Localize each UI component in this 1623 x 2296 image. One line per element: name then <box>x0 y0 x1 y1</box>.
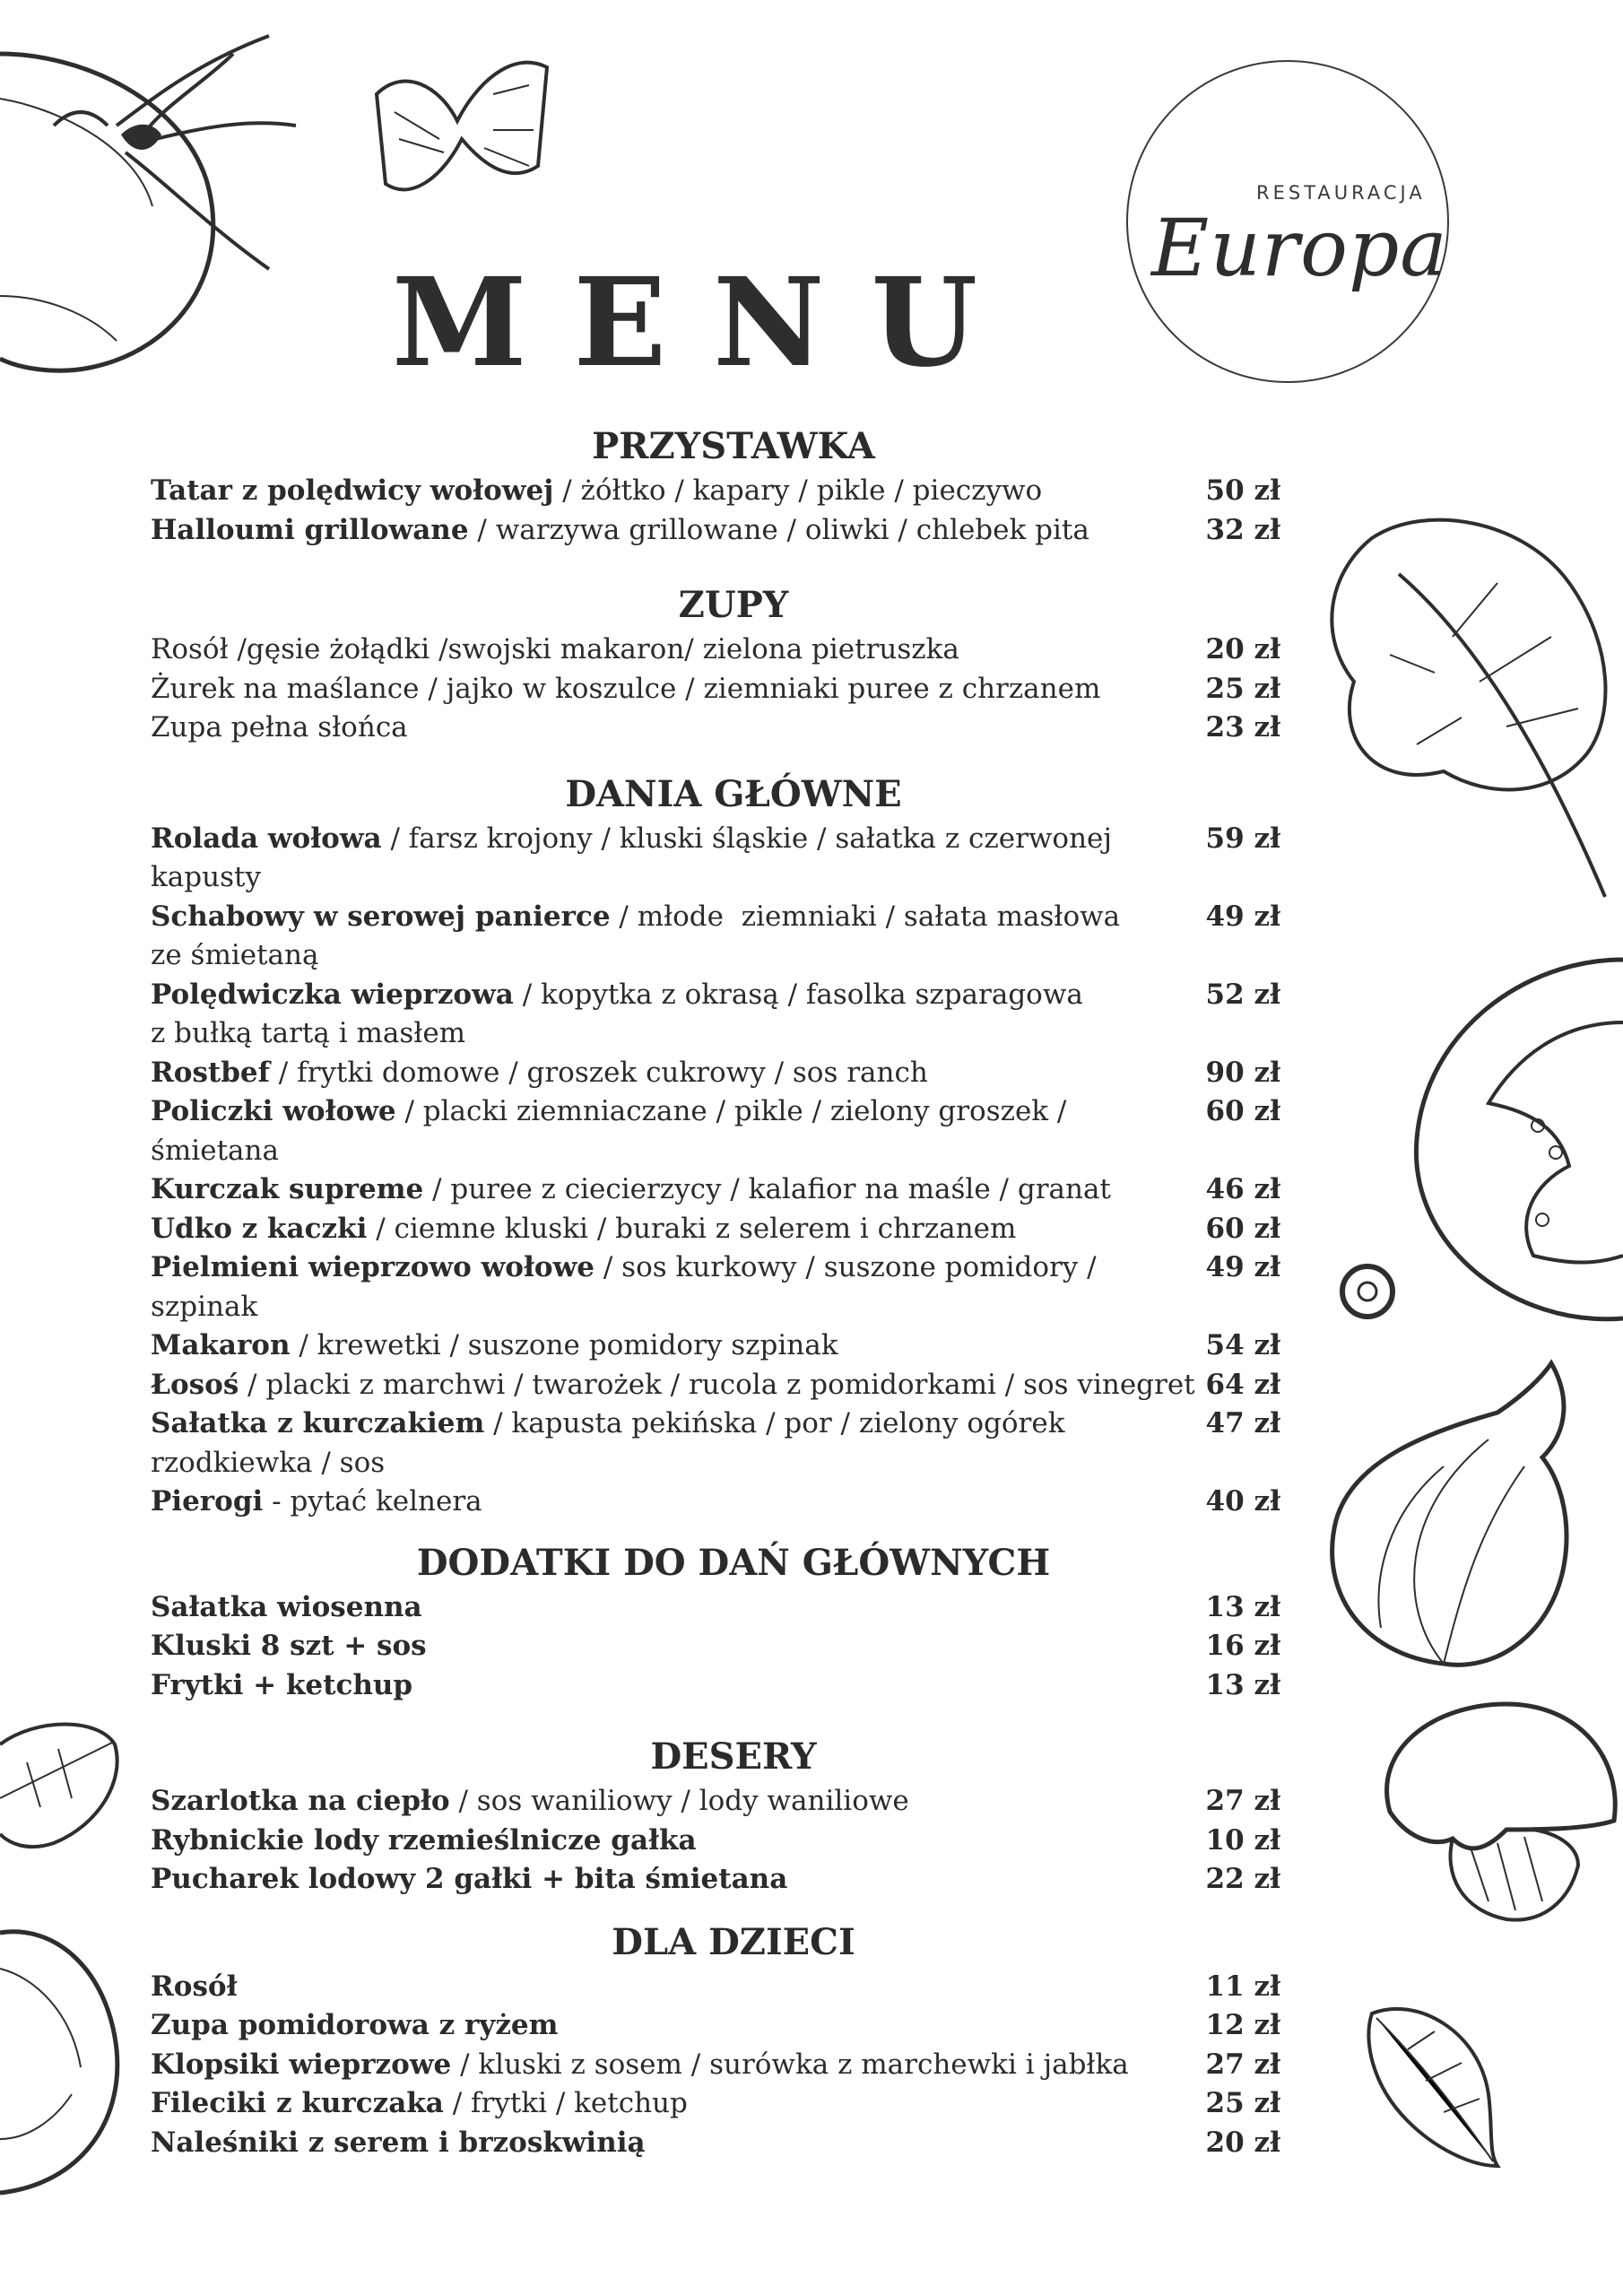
menu-item-name: Sałatka z kurczakiem <box>151 1407 485 1439</box>
menu-item-name: Pucharek lodowy 2 gałki + bita śmietana <box>151 1863 788 1895</box>
menu-item-details: - pytać kelnera <box>263 1485 482 1518</box>
menu-section <box>151 1538 1280 1706</box>
menu-item-description <box>151 631 1195 670</box>
menu-item-price: 49 zł <box>1205 1251 1280 1283</box>
vegetable-left-illustration <box>0 1915 126 2202</box>
menu-item-price: 40 zł <box>1205 1485 1280 1518</box>
parsley-leaf-icon <box>1318 502 1623 951</box>
menu-section <box>151 422 1280 550</box>
menu-item-description <box>151 1666 1195 1706</box>
menu-item-description <box>151 1405 1195 1483</box>
menu-item-name: Szarlotka na ciepło <box>151 1785 450 1817</box>
menu-item-description <box>151 1092 1195 1170</box>
menu-item-name: Fileciki z kurczaka <box>151 2087 444 2119</box>
menu-item-price: 25 zł <box>1205 2087 1280 2119</box>
menu-item-details: / sos kurkowy / suszone pomidory / szpinak <box>151 1251 1106 1323</box>
menu-item-description <box>151 709 1195 748</box>
menu-item-price: 64 zł <box>1205 1368 1280 1401</box>
basil-leaf-icon <box>1354 1996 1506 2175</box>
menu-item <box>151 1782 1280 1822</box>
section-title: DODATKI DO DAŃ GŁÓWNYCH <box>416 1541 1051 1584</box>
menu-section <box>151 770 1280 1522</box>
menu-item-name: Makaron <box>151 1329 291 1361</box>
menu-item-details: / żółtko / kapary / pikle / pieczywo <box>553 474 1043 507</box>
tomato-slice-illustration <box>1381 951 1623 1327</box>
menu-item-price: 13 zł <box>1205 1590 1280 1623</box>
menu-item-details: / farsz krojony / kluski śląskie / sałatka z czerwonej kapusty <box>151 822 1121 893</box>
menu-item-price: 47 zł <box>1205 1407 1280 1439</box>
menu-item-name: Policzki wołowe <box>151 1095 396 1127</box>
menu-item-details: / młode ziemniaki / sałata masłowa ze śmietaną <box>151 900 1121 971</box>
menu-item-price: 20 zł <box>1205 2126 1280 2159</box>
menu-item <box>151 2006 1280 2046</box>
menu-item <box>151 2084 1280 2124</box>
menu-item-name: Sałatka wiosenna <box>151 1590 422 1623</box>
menu-item <box>151 1405 1280 1483</box>
olive-icon <box>1336 1260 1399 1323</box>
menu-item-name: Schabowy w serowej panierce <box>151 900 611 933</box>
menu-item-price: 50 zł <box>1205 474 1280 507</box>
menu-item-details: / krewetki / suszone pomidory szpinak <box>290 1329 838 1361</box>
menu-item-description <box>151 1588 1195 1628</box>
menu-item-name: Rosół <box>151 1970 238 2003</box>
menu-item-price: 11 zł <box>1205 1970 1280 2003</box>
menu-item-description <box>151 1860 1195 1900</box>
menu-item <box>151 1326 1280 1366</box>
menu-item-price: 10 zł <box>1205 1823 1280 1857</box>
menu-item <box>151 2124 1280 2163</box>
menu-item-description <box>151 1326 1195 1366</box>
menu-item <box>151 1210 1280 1249</box>
menu-item-description <box>151 2084 1195 2124</box>
menu-item-description <box>151 976 1195 1054</box>
garlic-illustration <box>1309 1359 1596 1682</box>
menu-item <box>151 898 1280 976</box>
menu-item <box>151 631 1280 670</box>
menu-item-price: 27 zł <box>1205 1785 1280 1817</box>
menu-item-details: / kopytka z okrasą / fasolka szparagowa z bułką tartą i masłem <box>151 978 1083 1049</box>
menu-item-price: 49 zł <box>1205 900 1280 933</box>
menu-item-description <box>151 898 1195 976</box>
section-title: ZUPY <box>678 584 789 626</box>
tomato-slice-icon <box>1381 951 1623 1327</box>
menu-item-name: Klopsiki wieprzowe <box>151 2048 452 2081</box>
menu-item <box>151 1588 1280 1628</box>
menu-item-name: Naleśniki z serem i brzoskwinią <box>151 2126 646 2159</box>
menu-item-price: 90 zł <box>1205 1056 1280 1089</box>
menu-item-description <box>151 1054 1195 1093</box>
menu-item-details: / frytki / ketchup <box>443 2087 688 2119</box>
menu-item-description <box>151 472 1195 511</box>
menu-item <box>151 1054 1280 1093</box>
basil-leaf-right-illustration <box>1354 1996 1506 2175</box>
parsley-illustration <box>1318 502 1623 951</box>
menu-content <box>151 422 1280 2162</box>
menu-item <box>151 1627 1280 1666</box>
mushroom-icon <box>1354 1686 1623 1937</box>
menu-item-price: 52 zł <box>1205 978 1280 1011</box>
menu-item <box>151 1248 1280 1326</box>
menu-item-price: 54 zł <box>1205 1329 1280 1361</box>
menu-item-details: Zupa pełna słońca <box>151 711 408 744</box>
menu-item-name: Rybnickie lody rzemieślnicze gałka <box>151 1823 697 1857</box>
menu-item-price: 32 zł <box>1205 513 1280 546</box>
menu-item-price: 27 zł <box>1205 2048 1280 2081</box>
menu-item-description <box>151 2046 1195 2085</box>
menu-item-name: Halloumi grillowane <box>151 513 469 546</box>
menu-item-name: Zupa pomidorowa z ryżem <box>151 2009 559 2041</box>
menu-item-description <box>151 1782 1195 1822</box>
menu-item <box>151 1666 1280 1706</box>
menu-item-name: Udko z kaczki <box>151 1212 368 1245</box>
menu-item-price: 12 zł <box>1205 2009 1280 2041</box>
menu-item-description <box>151 1627 1195 1666</box>
menu-item-name: Tatar z polędwicy wołowej <box>151 474 554 507</box>
menu-item-details: Żurek na maślance / jajko w koszulce / ziemniaki puree z chrzanem <box>151 672 1101 705</box>
menu-item-description <box>151 2124 1195 2163</box>
menu-item-name: Kluski 8 szt + sos <box>151 1630 427 1662</box>
menu-item <box>151 670 1280 709</box>
menu-item-name: Łosoś <box>151 1368 239 1401</box>
menu-item <box>151 1170 1280 1210</box>
menu-item-details: / sos waniliowy / lody waniliowe <box>449 1785 909 1817</box>
section-title: DANIA GŁÓWNE <box>565 772 902 815</box>
menu-item-description <box>151 1210 1195 1249</box>
menu-item-price: 20 zł <box>1205 633 1280 665</box>
logo-name: Europa <box>1151 202 1448 294</box>
menu-item-details: / frytki domowe / groszek cukrowy / sos ranch <box>269 1056 928 1089</box>
section-title: PRZYSTAWKA <box>592 425 875 467</box>
menu-item <box>151 1860 1280 1900</box>
menu-item-name: Rostbef <box>151 1056 270 1089</box>
tomato-icon <box>0 0 323 377</box>
logo-subtitle: RESTAURACJA <box>1256 182 1426 204</box>
menu-item-description <box>151 511 1195 551</box>
menu-item-description <box>151 1366 1195 1405</box>
section-title: DLA DZIECI <box>612 1920 855 1963</box>
restaurant-logo <box>1126 60 1449 383</box>
menu-item <box>151 976 1280 1054</box>
basil-leaf-left-illustration <box>0 1709 126 1861</box>
menu-title: MENU <box>392 251 1025 395</box>
menu-item-price: 22 zł <box>1205 1863 1280 1895</box>
menu-item-details: Rosół /gęsie żołądki /swojski makaron/ zielona pietruszka <box>151 633 959 665</box>
farfalle-icon <box>359 31 556 220</box>
pasta-bow-illustration <box>359 31 556 220</box>
menu-item <box>151 472 1280 511</box>
menu-item <box>151 2046 1280 2085</box>
section-title: DESERY <box>650 1735 817 1778</box>
garlic-icon <box>1309 1359 1596 1682</box>
menu-item-price: 60 zł <box>1205 1095 1280 1127</box>
menu-item-description <box>151 1483 1195 1522</box>
round-vegetable-icon <box>0 1915 126 2202</box>
menu-item-price: 13 zł <box>1205 1668 1280 1701</box>
olive-illustration <box>1336 1260 1399 1323</box>
menu-item <box>151 709 1280 748</box>
menu-item-price: 23 zł <box>1205 711 1280 744</box>
menu-item-details: / placki z marchwi / twarożek / rucola z pomidorkami / sos vinegret <box>239 1368 1195 1401</box>
menu-item-price: 59 zł <box>1205 822 1280 855</box>
menu-item-details: / kapusta pekińska / por / zielony ogórek rzodkiewka / sos <box>151 1407 1065 1479</box>
menu-item-details: / puree z ciecierzycy / kalafior na maśle / granat <box>423 1173 1111 1205</box>
menu-item <box>151 1092 1280 1170</box>
menu-item-description <box>151 1248 1195 1326</box>
menu-item <box>151 820 1280 898</box>
menu-item-description <box>151 820 1195 898</box>
tomato-illustration <box>0 0 323 377</box>
menu-item-details: / kluski z sosem / surówka z marchewki i jabłka <box>451 2048 1129 2081</box>
menu-item <box>151 1822 1280 1861</box>
menu-item <box>151 511 1280 551</box>
menu-item-name: Polędwiczka wieprzowa <box>151 978 514 1011</box>
menu-item <box>151 1366 1280 1405</box>
menu-item-description <box>151 1170 1195 1210</box>
menu-item-description <box>151 670 1195 709</box>
menu-item-description <box>151 1968 1195 2007</box>
mushroom-illustration <box>1354 1686 1623 1937</box>
menu-section <box>151 1918 1280 2163</box>
menu-item-description <box>151 2006 1195 2046</box>
menu-item-name: Frytki + ketchup <box>151 1668 413 1701</box>
menu-item-name: Pierogi <box>151 1485 264 1518</box>
menu-item-details: / placki ziemniaczane / pikle / zielony groszek / śmietana <box>151 1095 1076 1167</box>
menu-item <box>151 1483 1280 1522</box>
menu-item-price: 25 zł <box>1205 672 1280 705</box>
menu-item-name: Kurczak supreme <box>151 1173 424 1205</box>
menu-section <box>151 580 1280 748</box>
menu-item <box>151 1968 1280 2007</box>
menu-item-name: Rolada wołowa <box>151 822 382 855</box>
menu-section <box>151 1732 1280 1900</box>
menu-item-price: 16 zł <box>1205 1630 1280 1662</box>
menu-item-price: 60 zł <box>1205 1212 1280 1245</box>
menu-item-name: Pielmieni wieprzowo wołowe <box>151 1251 595 1283</box>
leaf-icon <box>0 1709 126 1861</box>
menu-item-price: 46 zł <box>1205 1173 1280 1205</box>
menu-item-details: / ciemne kluski / buraki z selerem i chrzanem <box>367 1212 1017 1245</box>
menu-item-description <box>151 1822 1195 1861</box>
menu-item-details: / warzywa grillowane / oliwki / chlebek pita <box>468 513 1089 546</box>
